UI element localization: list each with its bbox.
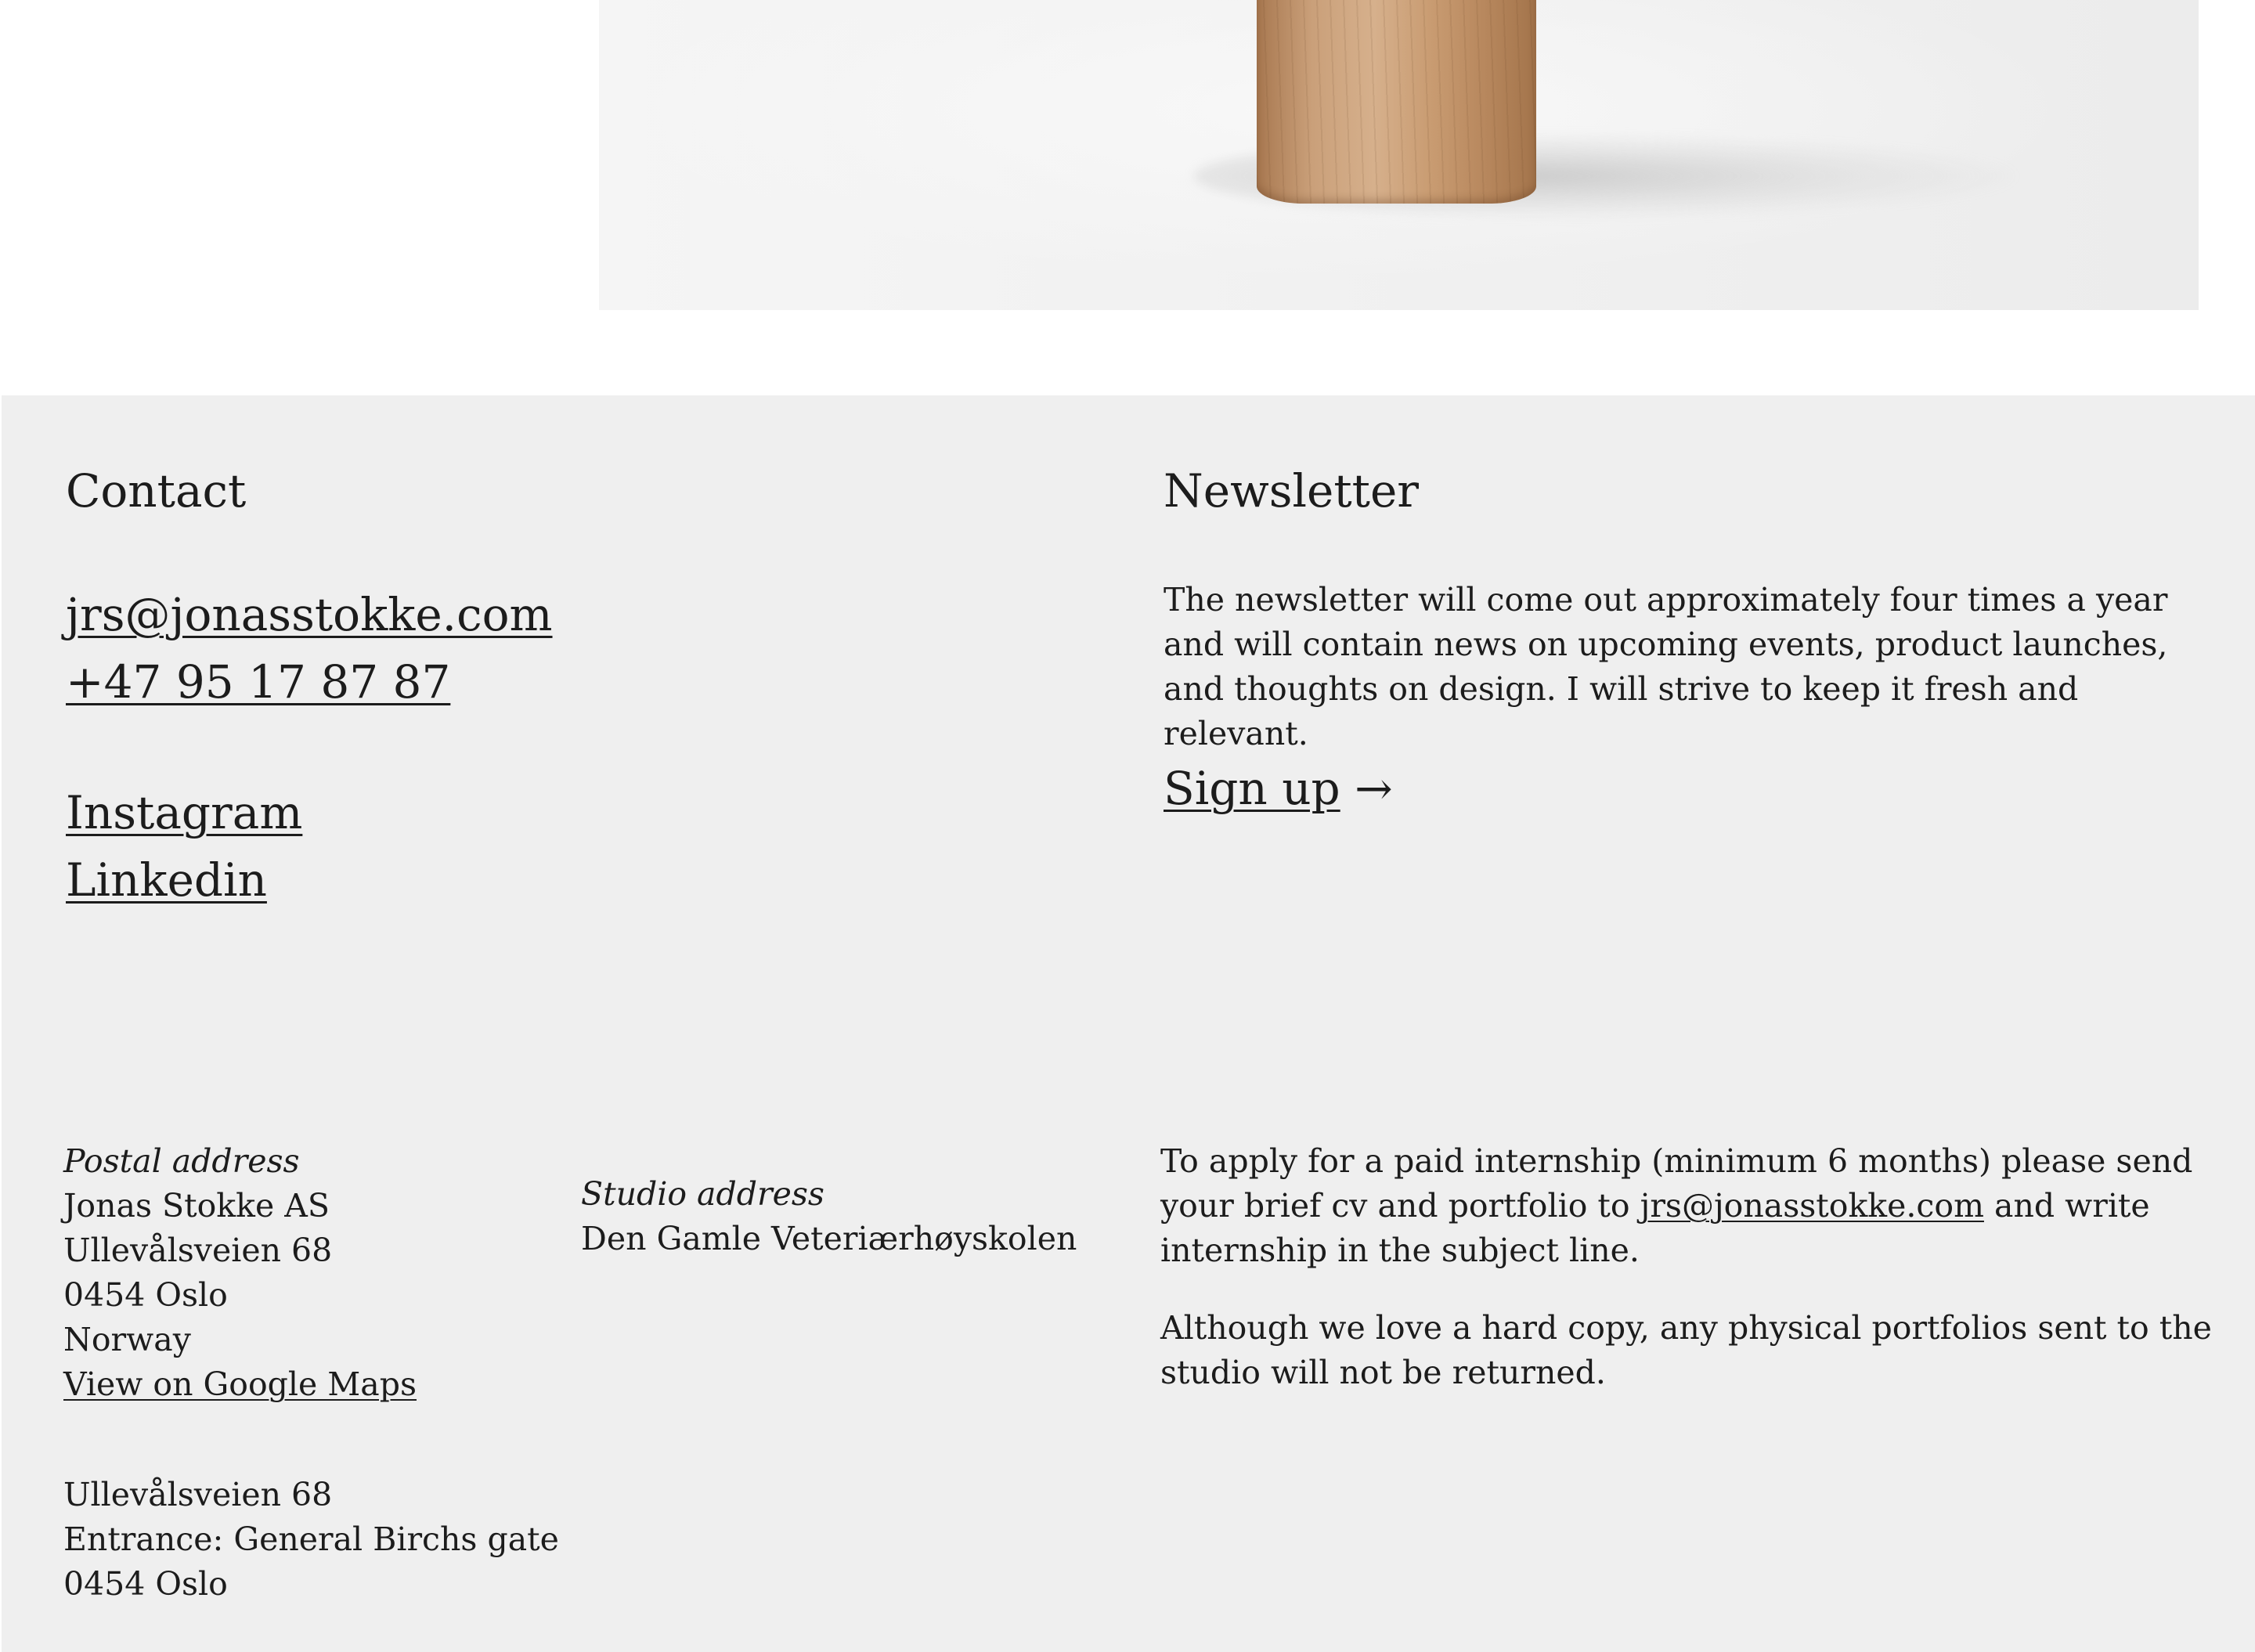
studio-line: Den Gamle Veteriærhøyskolen — [581, 1220, 1077, 1257]
newsletter-description: The newsletter will come out approximately four times a year and will contain news on upcoming events, product launches, and thoughts on design. I will strive to keep it fresh and relevant. — [1164, 581, 2168, 752]
internship-text — [1160, 1139, 2225, 1273]
internship-info — [1160, 1139, 2225, 1395]
postal-address-label: Postal address — [63, 1142, 300, 1180]
wooden-cylinder-product — [1257, 0, 1536, 204]
postal-line: 0454 Oslo — [63, 1276, 228, 1314]
internship-email-link[interactable]: jrs@jonasstokke.com — [1640, 1187, 1984, 1225]
postal-line: Jonas Stokke AS — [63, 1187, 330, 1225]
newsletter-heading: Newsletter — [1164, 464, 1420, 518]
internship-text-end: and write internship in the subject line. — [1160, 1187, 2150, 1269]
visit-line: Ullevålsveien 68 — [63, 1476, 333, 1513]
studio-address-label: Studio address — [581, 1175, 824, 1213]
visit-address — [63, 1473, 559, 1607]
social-links — [66, 779, 302, 914]
postal-address — [63, 1139, 417, 1407]
linkedin-link[interactable]: Linkedin — [66, 853, 267, 907]
hero-product-image — [599, 0, 2199, 310]
internship-text-start: To apply for a paid internship (minimum 6 months) please send your brief cv and portfolio to — [1160, 1142, 2193, 1225]
contact-links — [66, 581, 553, 716]
studio-address — [581, 1172, 1077, 1261]
portfolio-note: Although we love a hard copy, any physical portfolios sent to the studio will not be returned. — [1160, 1309, 2212, 1391]
visit-line: 0454 Oslo — [63, 1565, 228, 1603]
signup-label: Sign up — [1164, 762, 1340, 815]
arrow-right-icon: → — [1355, 762, 1393, 815]
google-maps-link[interactable]: View on Google Maps — [63, 1365, 417, 1403]
postal-line: Norway — [63, 1321, 191, 1358]
contact-heading: Contact — [66, 464, 247, 518]
contact-email-link[interactable]: jrs@jonasstokke.com — [66, 588, 553, 641]
visit-line: Entrance: General Birchs gate — [63, 1520, 559, 1558]
postal-line: Ullevålsveien 68 — [63, 1232, 333, 1269]
instagram-link[interactable]: Instagram — [66, 786, 303, 839]
site-footer — [2, 395, 2255, 1652]
newsletter-signup-link[interactable] — [1164, 762, 1393, 817]
contact-phone-link[interactable]: +47 95 17 87 87 — [66, 655, 451, 709]
